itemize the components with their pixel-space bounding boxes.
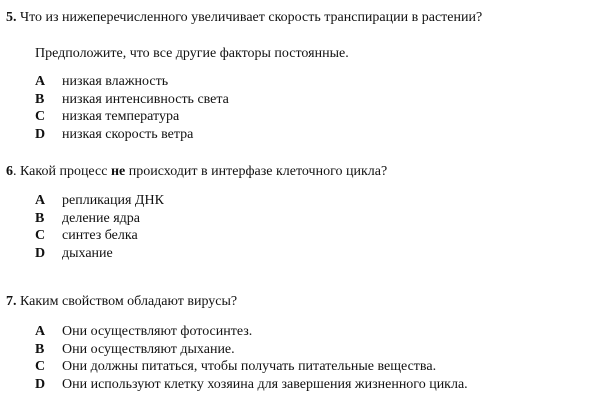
option-6a[interactable] — [35, 192, 596, 210]
option-text: низкая температура — [62, 109, 180, 124]
option-letter: D — [35, 126, 46, 142]
question-5 — [6, 9, 596, 143]
question-5-text — [6, 9, 596, 27]
option-6c[interactable] — [35, 227, 596, 245]
option-letter: A — [35, 193, 46, 208]
option-letter: C — [35, 109, 46, 124]
question-7-number: 7. — [6, 294, 17, 309]
option-letter: A — [35, 74, 46, 89]
question-7-options — [35, 323, 596, 393]
question-6-text — [6, 163, 596, 181]
option-letter: C — [35, 228, 46, 243]
option-7a[interactable] — [35, 323, 596, 341]
question-6-prompt-end: происходит в интерфазе клеточного цикла? — [125, 164, 388, 179]
question-6-options — [35, 192, 596, 262]
option-letter: D — [35, 376, 46, 392]
option-letter: B — [35, 91, 45, 107]
option-5a[interactable] — [35, 73, 596, 91]
option-text: деление ядра — [62, 210, 141, 226]
question-7-prompt: Каким свойством обладают вирусы? — [16, 294, 238, 309]
question-5-prompt: Что из нижеперечисленного увеличивает скорость транспирации в растении? — [16, 10, 483, 25]
option-text: Они осуществляют дыхание. — [62, 341, 235, 357]
option-text: низкая скорость ветра — [62, 126, 194, 142]
option-text: дыхание — [62, 245, 113, 261]
option-letter: A — [35, 324, 46, 339]
option-5b[interactable] — [35, 91, 596, 109]
option-7b[interactable] — [35, 341, 596, 359]
option-6b[interactable] — [35, 210, 596, 228]
question-6 — [6, 163, 596, 262]
option-text: репликация ДНК — [62, 193, 164, 208]
option-text: низкая интенсивность света — [62, 91, 229, 107]
question-6-prompt-start: . Какой процесс — [13, 164, 111, 179]
option-letter: B — [35, 341, 45, 357]
option-text: синтез белка — [62, 228, 138, 243]
option-6d[interactable] — [35, 245, 596, 263]
question-5-number: 5. — [6, 10, 17, 25]
option-letter: B — [35, 210, 45, 226]
option-text: Они должны питаться, чтобы получать питательные вещества. — [62, 359, 437, 374]
option-letter: C — [35, 359, 46, 374]
question-7 — [6, 293, 596, 393]
question-5-options — [35, 73, 596, 143]
question-7-text — [6, 293, 596, 311]
option-text: низкая влажность — [62, 74, 169, 89]
question-5-note: Предположите, что все другие факторы постоянные. — [35, 46, 349, 61]
option-5c[interactable] — [35, 108, 596, 126]
question-6-emphasis: не — [110, 164, 126, 179]
option-text: Они осуществляют фотосинтез. — [62, 324, 253, 339]
option-5d[interactable] — [35, 126, 596, 144]
option-text: Они используют клетку хозяина для завершения жизненного цикла. — [62, 376, 468, 392]
option-7d[interactable] — [35, 376, 596, 394]
question-6-number: 6 — [6, 164, 13, 179]
option-7c[interactable] — [35, 358, 596, 376]
option-letter: D — [35, 245, 46, 261]
